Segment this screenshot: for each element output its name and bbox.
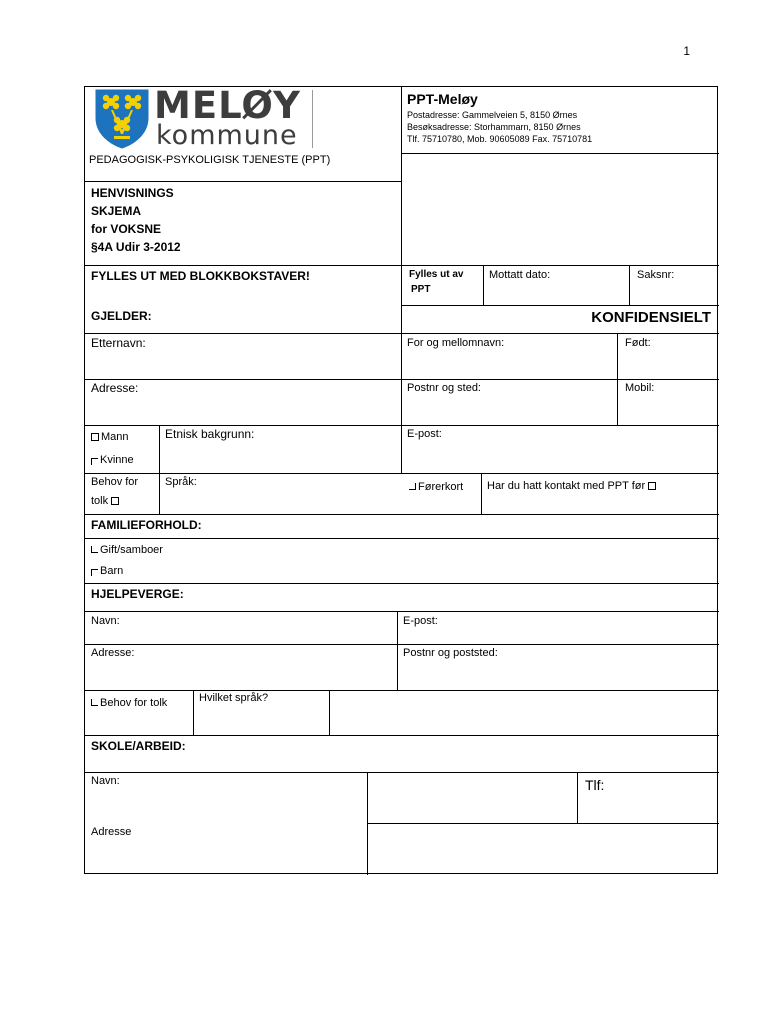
guardian-interpreter-label: Behov for tolk	[100, 697, 168, 709]
guardian-language-field[interactable]: Hvilket språk?	[199, 692, 269, 704]
interpreter-need-checkbox[interactable]	[91, 495, 121, 508]
logo-sub: kommune	[156, 120, 298, 151]
postal-place-field[interactable]: Postnr og sted:	[407, 382, 481, 394]
checkbox-icon	[91, 458, 98, 465]
checkbox-icon	[409, 483, 416, 490]
received-date-field[interactable]: Mottatt dato:	[489, 269, 551, 281]
checkbox-icon	[91, 546, 98, 553]
guardian-address-field[interactable]: Adresse:	[91, 647, 135, 659]
visit-address: Besøksadresse: Storhammarn, 8150 Ørnes	[407, 122, 581, 132]
language-field[interactable]: Språk:	[165, 476, 197, 488]
form-title-line4: §4A Udir 3-2012	[91, 240, 181, 254]
ethnic-background-field[interactable]: Etnisk bakgrunn:	[165, 427, 255, 441]
form-title-line1: HENVISNINGS	[91, 186, 174, 200]
prior-contact-label: Har du hatt kontakt med PPT før	[487, 480, 646, 492]
filled-by-ppt-line1: Fylles ut av	[409, 269, 464, 280]
surname-field[interactable]: Etternavn:	[91, 336, 146, 350]
postal-address: Postadresse: Gammelveien 5, 8150 Ørnes	[407, 110, 578, 120]
children-label: Barn	[100, 565, 124, 577]
checkbox-icon	[648, 482, 656, 490]
drivers-license-checkbox[interactable]	[409, 481, 463, 494]
prior-contact-checkbox[interactable]	[487, 480, 658, 493]
logo-name: MELØY	[154, 84, 301, 127]
page-number: 1	[683, 44, 690, 58]
family-heading: FAMILIEFORHOLD:	[91, 518, 202, 532]
mobile-field[interactable]: Mobil:	[625, 382, 655, 394]
referral-form	[84, 86, 718, 874]
filled-by-ppt-line2: PPT	[411, 284, 431, 295]
email-field[interactable]: E-post:	[407, 428, 442, 440]
drivers-license-label: Førerkort	[418, 481, 464, 493]
case-number-field[interactable]: Saksnr:	[637, 269, 675, 281]
given-names-field[interactable]: For og mellomnavn:	[407, 337, 505, 349]
guardian-heading: HJELPEVERGE:	[91, 587, 184, 601]
female-label: Kvinne	[100, 454, 134, 466]
married-label: Gift/samboer	[100, 544, 163, 556]
male-label: Mann	[101, 431, 129, 443]
concerns-heading: GJELDER:	[91, 309, 152, 323]
form-title-line3: for VOKSNE	[91, 222, 162, 236]
school-name-field[interactable]: Navn:	[91, 775, 120, 787]
school-phone-field[interactable]: Tlf:	[585, 777, 605, 793]
male-checkbox[interactable]	[91, 431, 129, 444]
children-checkbox[interactable]	[91, 565, 123, 578]
interpreter-need-label-line1: Behov for	[91, 476, 139, 488]
born-field[interactable]: Født:	[625, 337, 651, 349]
department-name: PEDAGOGISK-PSYKOLIGISK TJENESTE (PPT)	[89, 154, 331, 166]
address-field[interactable]: Adresse:	[91, 381, 139, 395]
guardian-postal-place-field[interactable]: Postnr og poststed:	[403, 647, 498, 659]
contact-info: Tlf. 75710780, Mob. 90605089 Fax. 75710781	[407, 134, 593, 144]
form-title-line2: SKJEMA	[91, 204, 142, 218]
checkbox-icon	[91, 569, 98, 576]
checkbox-icon	[91, 699, 98, 706]
guardian-name-field[interactable]: Navn:	[91, 615, 120, 627]
guardian-interpreter-checkbox[interactable]	[91, 697, 167, 710]
instructions-text: FYLLES UT MED BLOKKBOKSTAVER!	[91, 269, 310, 283]
checkbox-icon	[91, 433, 99, 441]
school-address-field[interactable]: Adresse	[91, 826, 132, 838]
school-work-heading: SKOLE/ARBEID:	[91, 739, 186, 753]
checkbox-icon	[111, 497, 119, 505]
confidential-label: KONFIDENSIELT	[591, 309, 711, 326]
female-checkbox[interactable]	[91, 454, 134, 467]
interpreter-need-label-line2: tolk	[91, 495, 109, 507]
org-name: PPT-Meløy	[407, 91, 478, 107]
married-checkbox[interactable]	[91, 544, 163, 557]
guardian-email-field[interactable]: E-post:	[403, 615, 438, 627]
